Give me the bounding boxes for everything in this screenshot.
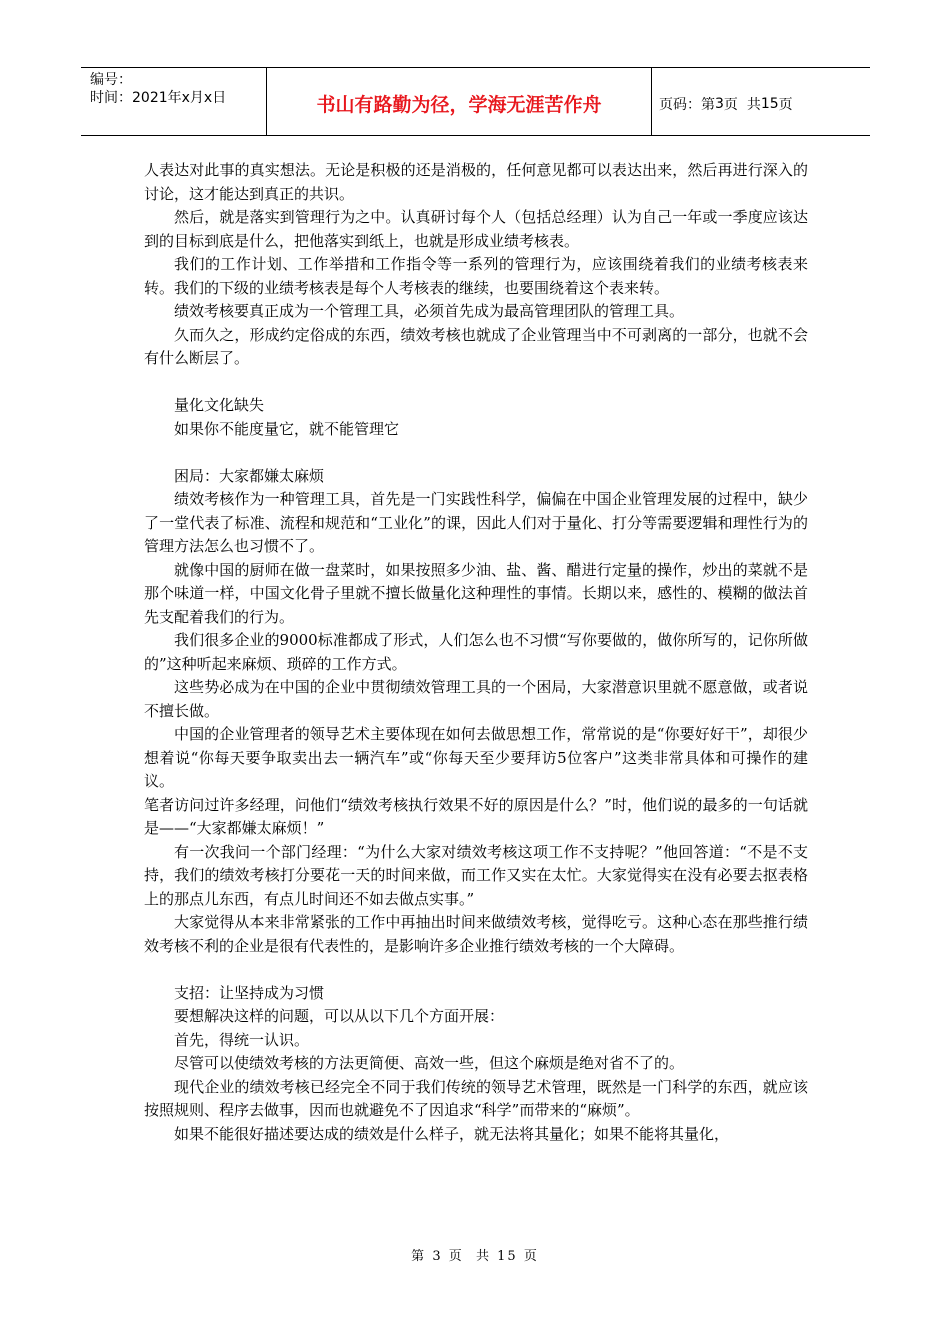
section-heading: 支招：让坚持成为习惯 xyxy=(174,983,325,1002)
section-subheading: 如果你不能度量它，就不能管理它 xyxy=(174,419,400,438)
blank-line xyxy=(144,371,808,395)
footer-mid: 页 共 xyxy=(448,1249,491,1264)
paragraph: 久而久之，形成约定俗成的东西，绩效考核也就成了企业管理当中不可剥离的一部分，也就不会有什么断层了。 xyxy=(144,325,808,367)
paragraph: 首先，得统一认识。 xyxy=(174,1030,310,1049)
header-page-indicator xyxy=(652,68,870,135)
header-page-prefix: 页码：第 xyxy=(659,96,715,113)
paragraph: 中国的企业管理者的领导艺术主要体现在如何去做思想工作，常常说的是“你要好好干”，却很少想着说“你每天要争取卖出去一辆汽车”或“你每天至少要拜访5位客户”这类非常具体和可操作的建议。 xyxy=(144,725,808,790)
blank-line xyxy=(144,441,808,465)
paragraph: 有一次我问一个部门经理：“为什么大家对绩效考核这项工作不支持呢？”他回答道：“不是不支持，我们的绩效考核打分要花一天的时间来做，而工作又实在太忙。大家觉得实在没有必要去抠表格上的那点儿东西，有点儿时间还不如去做点实事。” xyxy=(144,842,808,908)
blank-line xyxy=(144,958,808,982)
header-meta xyxy=(81,68,267,135)
footer-page-total: 15 xyxy=(497,1249,518,1264)
header-page-total: 15 xyxy=(760,95,779,112)
header-motto: 书山有路勤为径，学海无涯苦作舟 xyxy=(267,68,652,135)
page-footer xyxy=(0,1245,950,1264)
paragraph: 尽管可以使绩效考核的方法更简便、高效一些，但这个麻烦是绝对省不了的。 xyxy=(174,1054,685,1072)
header-page-suffix: 页 xyxy=(778,96,793,113)
paragraph: 然后，就是落实到管理行为之中。认真研讨每个人（包括总经理）认为自己一年或一季度应该达到的目标到底是什么，把他落实到纸上，也就是形成业绩考核表。 xyxy=(144,208,808,250)
header-page-current: 3 xyxy=(715,95,724,112)
paragraph: 大家觉得从本来非常紧张的工作中再抽出时间来做绩效考核，觉得吃亏。这种心态在那些推行绩效考核不利的企业是很有代表性的，是影响许多企业推行绩效考核的一个大障碍。 xyxy=(144,913,808,955)
header-page-mid: 页 共 xyxy=(723,96,761,113)
section-heading: 量化文化缺失 xyxy=(174,396,265,414)
paragraph: 绩效考核作为一种管理工具，首先是一门实践性科学，偏偏在中国企业管理发展的过程中，缺少了一堂代表了标准、流程和规范和“工业化”的课，因此人们对于量化、打分等需要逻辑和理性行为的管理方法怎么也习惯不了。 xyxy=(144,490,808,555)
page-header xyxy=(81,67,870,136)
document-number-label: 编号： xyxy=(90,72,132,88)
document-body xyxy=(144,159,808,1146)
paragraph: 这些势必成为在中国的企业中贯彻绩效管理工具的一个困局，大家潜意识里就不愿意做，或者说不擅长做。 xyxy=(144,678,808,720)
paragraph: 如果不能很好描述要达成的绩效是什么样子，就无法将其量化；如果不能将其量化， xyxy=(174,1124,730,1143)
paragraph: 我们很多企业的9000标准都成了形式，人们怎么也不习惯“写你要做的，做你所写的，记你所做的”这种听起来麻烦、琐碎的工作方式。 xyxy=(144,631,808,673)
footer-page-current: 3 xyxy=(432,1249,443,1264)
paragraph: 人表达对此事的真实想法。无论是积极的还是消极的，任何意见都可以表达出来，然后再进行深入的讨论，这才能达到真正的共识。 xyxy=(144,161,808,203)
paragraph: 就像中国的厨师在做一盘菜时，如果按照多少油、盐、酱、醋进行定量的操作，炒出的菜就不是那个味道一样，中国文化骨子里就不擅长做量化这种理性的事情。长期以来，感性的、模糊的做法首先支配着我们的行为。 xyxy=(144,560,808,626)
footer-prefix: 第 xyxy=(411,1249,427,1264)
paragraph: 现代企业的绩效考核已经完全不同于我们传统的领导艺术管理，既然是一门科学的东西，就应该按照规则、程序去做事，因而也就避免不了因追求“科学”而带来的“麻烦”。 xyxy=(144,1077,808,1119)
paragraph: 笔者访问过许多经理，问他们“绩效考核执行效果不好的原因是什么？”时，他们说的最多的一句话就是——“大家都嫌太麻烦！” xyxy=(144,795,808,837)
section-heading: 困局：大家都嫌太麻烦 xyxy=(174,466,325,485)
document-date-label: 时间：2021年x月x日 xyxy=(90,90,227,106)
footer-suffix: 页 xyxy=(523,1249,539,1264)
paragraph: 我们的工作计划、工作举措和工作指令等一系列的管理行为，应该围绕着我们的业绩考核表来转。我们的下级的业绩考核表是每个人考核表的继续，也要围绕着这个表来转。 xyxy=(144,255,808,297)
paragraph: 要想解决这样的问题，可以从以下几个方面开展： xyxy=(174,1007,505,1025)
paragraph: 绩效考核要真正成为一个管理工具，必须首先成为最高管理团队的管理工具。 xyxy=(174,302,685,320)
